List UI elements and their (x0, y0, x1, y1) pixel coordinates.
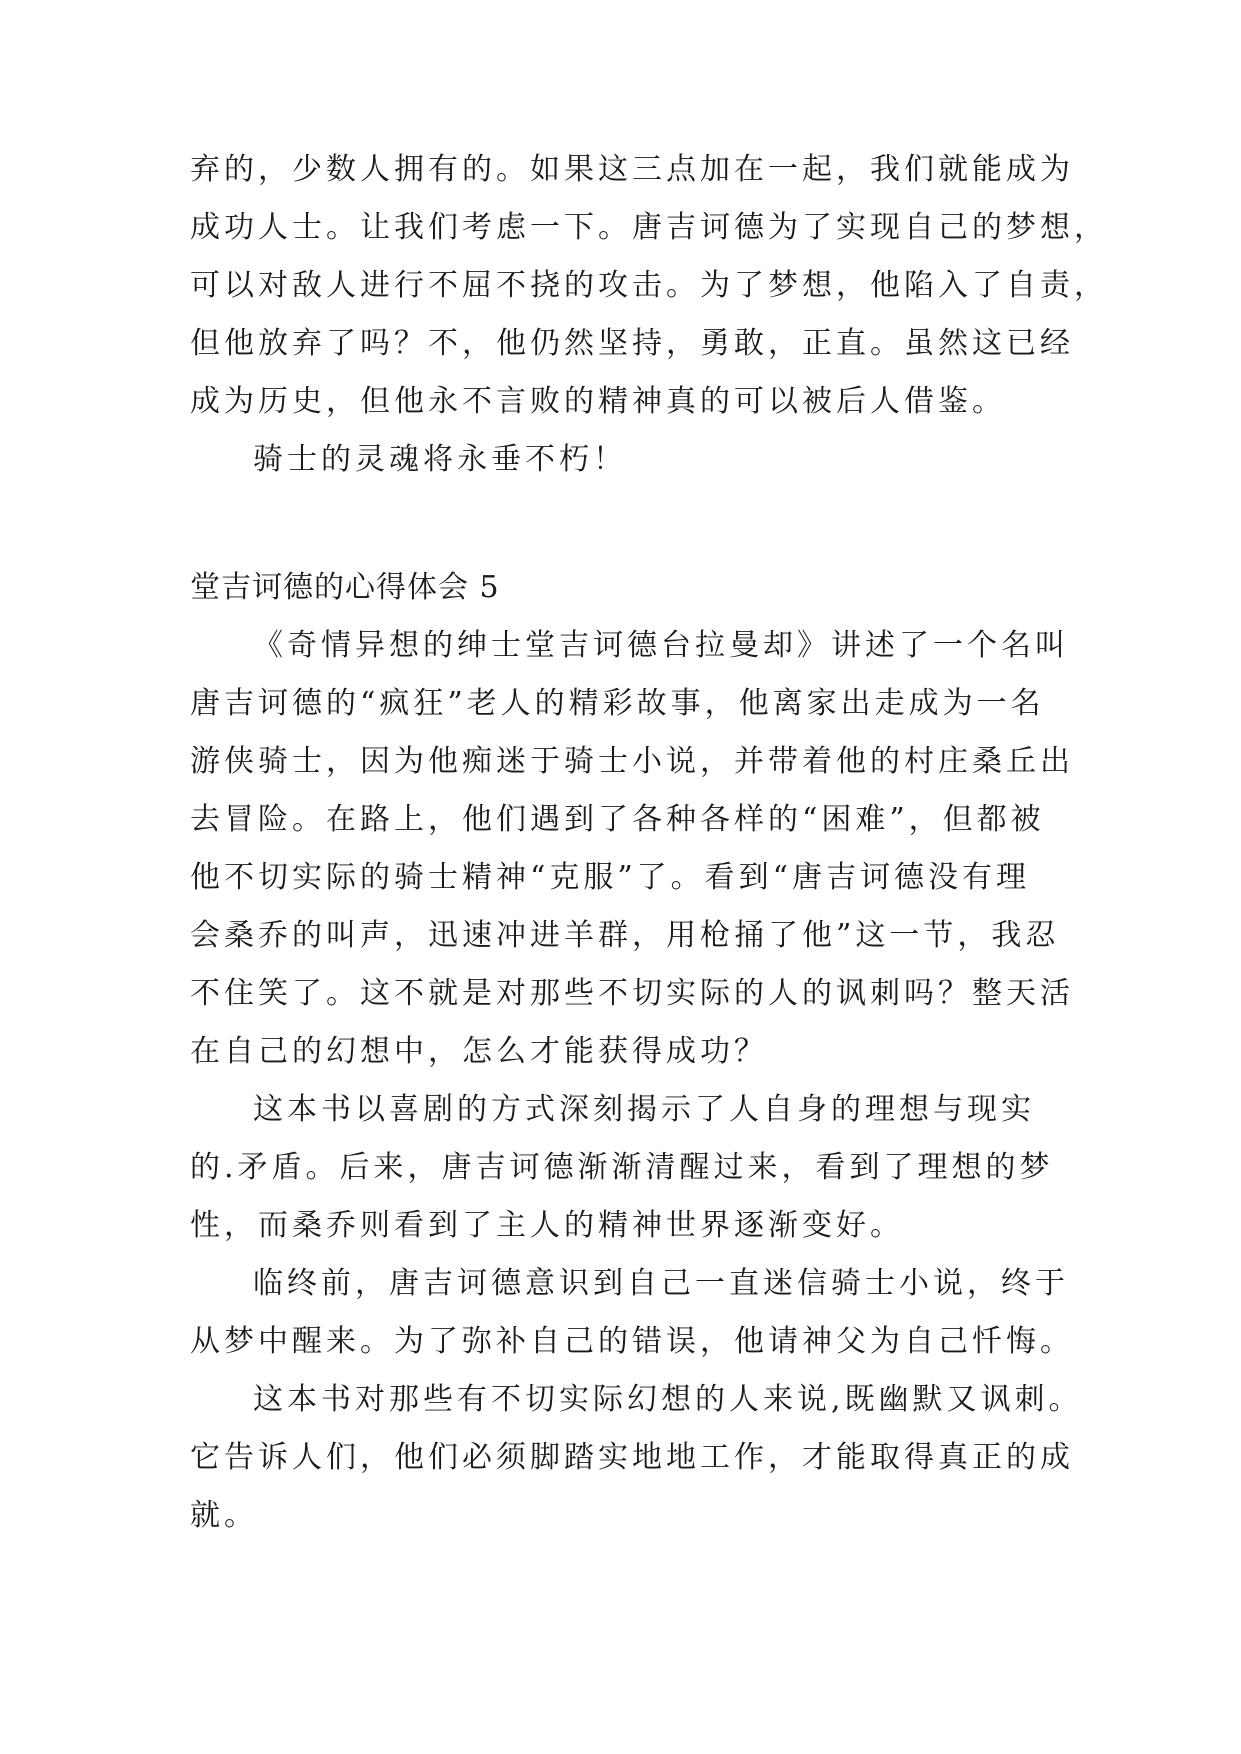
text-line: 唐吉诃德的“疯狂”老人的精彩故事，他离家出走成为一名 (190, 686, 1045, 721)
text-line: 不住笑了。这不就是对那些不切实际的人的讽刺吗？整天活 (190, 976, 1074, 1011)
text-line: 它告诉人们，他们必须脚踏实地地工作，才能取得真正的成 (190, 1440, 1074, 1475)
section-heading: 堂吉诃德的心得体会 5 (190, 570, 500, 605)
text-line: 去冒险。在路上，他们遇到了各种各样的“困难”，但都被 (190, 802, 1045, 837)
text-line: 这本书对那些有不切实际幻想的人来说,既幽默又讽刺。 (253, 1382, 1083, 1417)
text-line: 这本书以喜剧的方式深刻揭示了人自身的理想与现实 (253, 1092, 1035, 1127)
text-line: 从梦中醒来。为了弥补自己的错误，他请神父为自己忏悔。 (190, 1324, 1074, 1359)
text-line: 他不切实际的骑士精神“克服”了。看到“唐吉诃德没有理 (190, 860, 1031, 895)
text-line: 就。 (190, 1498, 258, 1533)
text-line: 成功人士。让我们考虑一下。唐吉诃德为了实现自己的梦想， (190, 210, 1108, 245)
text-line: 临终前，唐吉诃德意识到自己一直迷信骑士小说，终于 (253, 1266, 1069, 1301)
text-line: 会桑乔的叫声，迅速冲进羊群，用枪捅了他”这一节，我忍 (190, 918, 1060, 953)
text-line: 但他放弃了吗？不，他仍然坚持，勇敢，正直。虽然这已经 (190, 326, 1074, 361)
text-line: 性，而桑乔则看到了主人的精神世界逐渐变好。 (190, 1208, 904, 1243)
text-line: 《奇情异想的绅士堂吉诃德台拉曼却》讲述了一个名叫 (253, 628, 1069, 663)
text-line: 弃的，少数人拥有的。如果这三点加在一起，我们就能成为 (190, 152, 1074, 187)
text-line: 的.矛盾。后来，唐吉诃德渐渐清醒过来，看到了理想的梦 (190, 1150, 1054, 1185)
text-line: 游侠骑士，因为他痴迷于骑士小说，并带着他的村庄桑丘出 (190, 744, 1074, 779)
closing-line: 骑士的灵魂将永垂不朽！ (253, 442, 627, 477)
text-line: 成为历史，但他永不言败的精神真的可以被后人借鉴。 (190, 384, 1006, 419)
text-line: 在自己的幻想中，怎么才能获得成功？ (190, 1034, 768, 1069)
text-line: 可以对敌人进行不屈不挠的攻击。为了梦想，他陷入了自责， (190, 268, 1108, 303)
